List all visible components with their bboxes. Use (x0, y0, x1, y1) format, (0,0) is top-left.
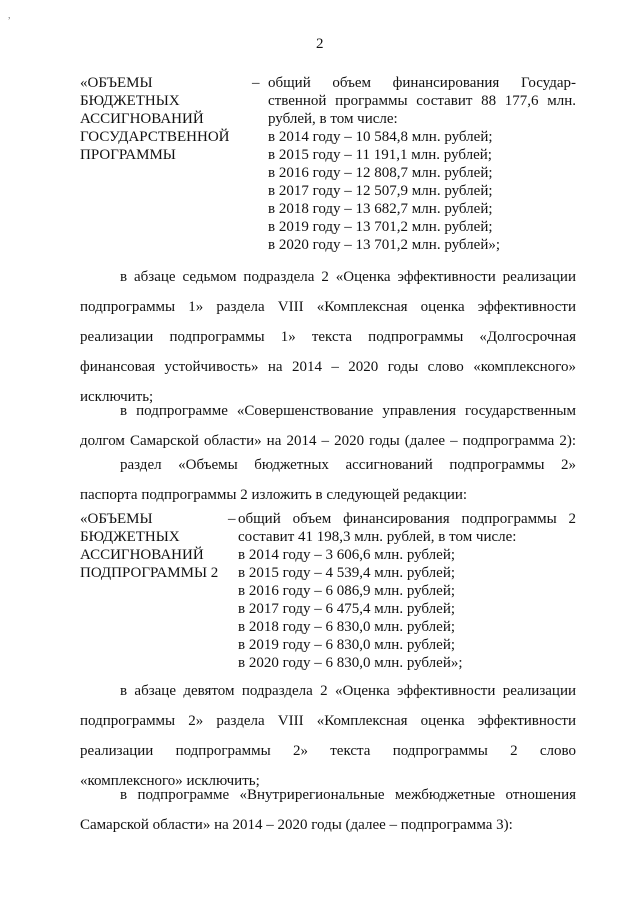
paragraph-line: в абзаце седьмом подраздела 2 «Оценка эффективности реализации (120, 269, 576, 285)
passport-line: ственной программы составит 88 177,6 млн. (268, 93, 576, 109)
passport-label-line: «ОБЪЕМЫ (80, 511, 153, 527)
passport-label-line: «ОБЪЕМЫ (80, 75, 153, 91)
paragraph-subprogram-2-intro (80, 396, 576, 456)
paragraph-subprogram-3-intro (80, 780, 576, 840)
passport-line: в 2020 году – 13 701,2 млн. рублей»; (268, 237, 501, 253)
paragraph-line: подпрограммы 2» раздела VIII «Комплексная оценка эффективности (80, 713, 576, 729)
paragraph-section-replace (80, 450, 576, 510)
passport-line: в 2016 году – 6 086,9 млн. рублей; (238, 583, 456, 599)
passport-line: в 2019 году – 6 830,0 млн. рублей; (238, 637, 456, 653)
passport-label-line: ПОДПРОГРАММЫ 2 (80, 565, 219, 581)
paragraph-line: Самарской области» на 2014 – 2020 годы (далее – подпрограмма 3): (80, 817, 513, 833)
passport-line: в 2014 году – 10 584,8 млн. рублей; (268, 129, 493, 145)
paragraph-line: в подпрограмме «Совершенствование управления государственным (120, 403, 576, 419)
paragraph-line: подпрограммы 1» раздела VIII «Комплексная оценка эффективности (80, 299, 576, 315)
passport-line: в 2019 году – 13 701,2 млн. рублей; (268, 219, 493, 235)
paragraph-line: «комплексного» исключить; (80, 773, 260, 789)
paragraph-line: финансовая устойчивость» на 2014 – 2020 годы слово «комплексного» (80, 359, 576, 375)
paragraph-line: раздел «Объемы бюджетных ассигнований подпрограммы 2» (120, 457, 576, 473)
passport-label-line: БЮДЖЕТНЫХ (80, 529, 180, 545)
paragraph-line: в подпрограмме «Внутрирегиональные межбюджетные отношения (120, 787, 576, 803)
paragraph-line: долгом Самарской области» на 2014 – 2020 годы (далее – подпрограмма 2): (80, 433, 576, 449)
page-number: 2 (316, 36, 324, 52)
passport-line: общий объем финансирования подпрограммы 2 (238, 511, 576, 527)
passport-line: в 2017 году – 6 475,4 млн. рублей; (238, 601, 456, 617)
passport-body (238, 510, 576, 672)
passport-line: в 2020 году – 6 830,0 млн. рублей»; (238, 655, 463, 671)
passport-line: рублей, в том числе: (268, 111, 398, 127)
paragraph-line: паспорта подпрограммы 2 изложить в следующей редакции: (80, 487, 468, 503)
passport-label-line: ПРОГРАММЫ (80, 147, 176, 163)
passport-label-line: ГОСУДАРСТВЕННОЙ (80, 129, 230, 145)
passport-line: в 2015 году – 4 539,4 млн. рублей; (238, 565, 456, 581)
passport-label-line: БЮДЖЕТНЫХ (80, 93, 180, 109)
passport-label-line: АССИГНОВАНИЙ (80, 547, 204, 563)
passport-label-line: АССИГНОВАНИЙ (80, 111, 204, 127)
margin-speck: , (8, 10, 11, 21)
passport-line: составит 41 198,3 млн. рублей, в том числе: (238, 529, 517, 545)
passport-label (80, 74, 229, 164)
paragraph-amend-subprogram-2 (80, 676, 576, 796)
paragraph-line: в абзаце девятом подраздела 2 «Оценка эффективности реализации (120, 683, 576, 699)
paragraph-line: исключить; (80, 389, 154, 405)
passport-line: в 2018 году – 13 682,7 млн. рублей; (268, 201, 493, 217)
passport-dash: – (228, 511, 236, 527)
passport-body (268, 74, 576, 254)
paragraph-amend-subprogram-1 (80, 262, 576, 412)
passport-line: в 2014 году – 3 606,6 млн. рублей; (238, 547, 456, 563)
passport-label (80, 510, 218, 582)
passport-line: в 2018 году – 6 830,0 млн. рублей; (238, 619, 456, 635)
passport-line: в 2016 году – 12 808,7 млн. рублей; (268, 165, 493, 181)
passport-line: в 2017 году – 12 507,9 млн. рублей; (268, 183, 493, 199)
paragraph-line: реализации подпрограммы 1» текста подпрограммы «Долгосрочная (80, 329, 576, 345)
passport-line: общий объем финансирования Государ- (268, 75, 576, 91)
passport-line: в 2015 году – 11 191,1 млн. рублей; (268, 147, 492, 163)
passport-dash: – (252, 75, 260, 91)
paragraph-line: реализации подпрограммы 2» текста подпрограммы 2 слово (80, 743, 576, 759)
